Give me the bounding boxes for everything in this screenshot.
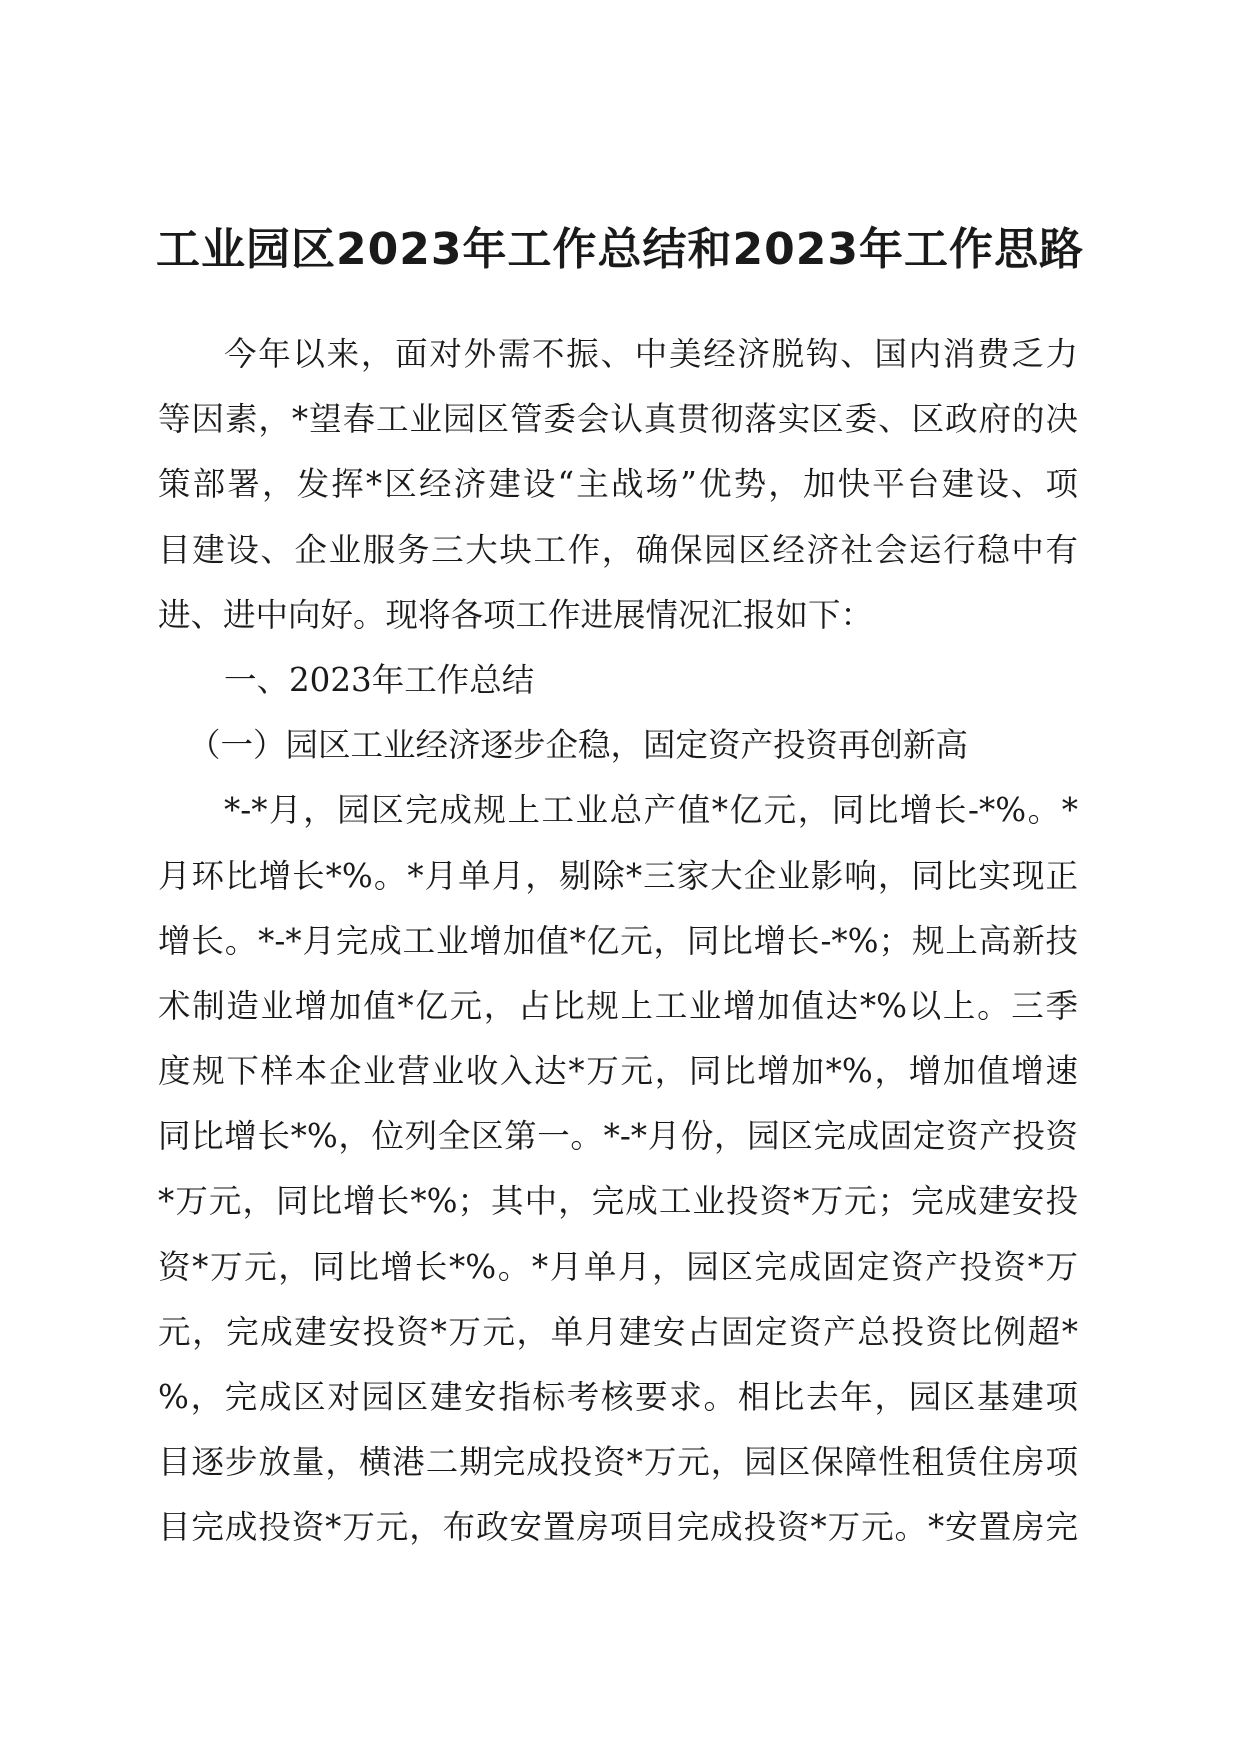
body-line: 资*万元，同比增长*%。*月单月，园区完成固定资产投资*万 (158, 1247, 1078, 1286)
body-line: 度规下样本企业营业收入达*万元，同比增加*%，增加值增速 (158, 1052, 1078, 1091)
intro-line: 等因素，*望春工业园区管委会认真贯彻落实区委、区政府的决 (158, 400, 1078, 439)
body-line: 同比增长*%，位列全区第一。*-*月份，园区完成固定资产投资 (158, 1117, 1078, 1156)
intro-line: 目建设、企业服务三大块工作，确保园区经济社会运行稳中有 (158, 530, 1078, 569)
body-line: 增长。*-*月完成工业增加值*亿元，同比增长-*%；规上高新技 (158, 921, 1078, 960)
intro-line: 今年以来，面对外需不振、中美经济脱钩、国内消费乏力 (224, 335, 1078, 373)
body-line: %，完成区对园区建安指标考核要求。相比去年，园区基建项 (158, 1378, 1078, 1416)
body-line: *-*月，园区完成规上工业总产值*亿元，同比增长-*%。* (224, 791, 1078, 830)
intro-line: 策部署，发挥*区经济建设“主战场”优势，加快平台建设、项 (158, 465, 1078, 504)
document-body (158, 322, 1078, 1561)
body-line: 目完成投资*万元，布政安置房项目完成投资*万元。*安置房完 (158, 1508, 1078, 1547)
section-heading: 一、2023年工作总结 (224, 660, 535, 699)
body-line: 术制造业增加值*亿元，占比规上工业增加值达*%以上。三季 (158, 986, 1078, 1025)
body-line: 月环比增长*%。*月单月，剔除*三家大企业影响，同比实现正 (158, 856, 1078, 895)
subsection-heading: （一）园区工业经济逐步企稳，固定资产投资再创新高 (188, 726, 969, 765)
document-title: 工业园区2023年工作总结和2023年工作思路 (156, 224, 1084, 275)
body-line: 元，完成建安投资*万元，单月建安占固定资产总投资比例超* (158, 1312, 1078, 1351)
intro-line: 进、进中向好。现将各项工作进展情况汇报如下： (158, 595, 874, 634)
body-line: *万元，同比增长*%；其中，完成工业投资*万元；完成建安投 (158, 1182, 1078, 1221)
body-line: 目逐步放量，横港二期完成投资*万元，园区保障性租赁住房项 (158, 1443, 1078, 1482)
